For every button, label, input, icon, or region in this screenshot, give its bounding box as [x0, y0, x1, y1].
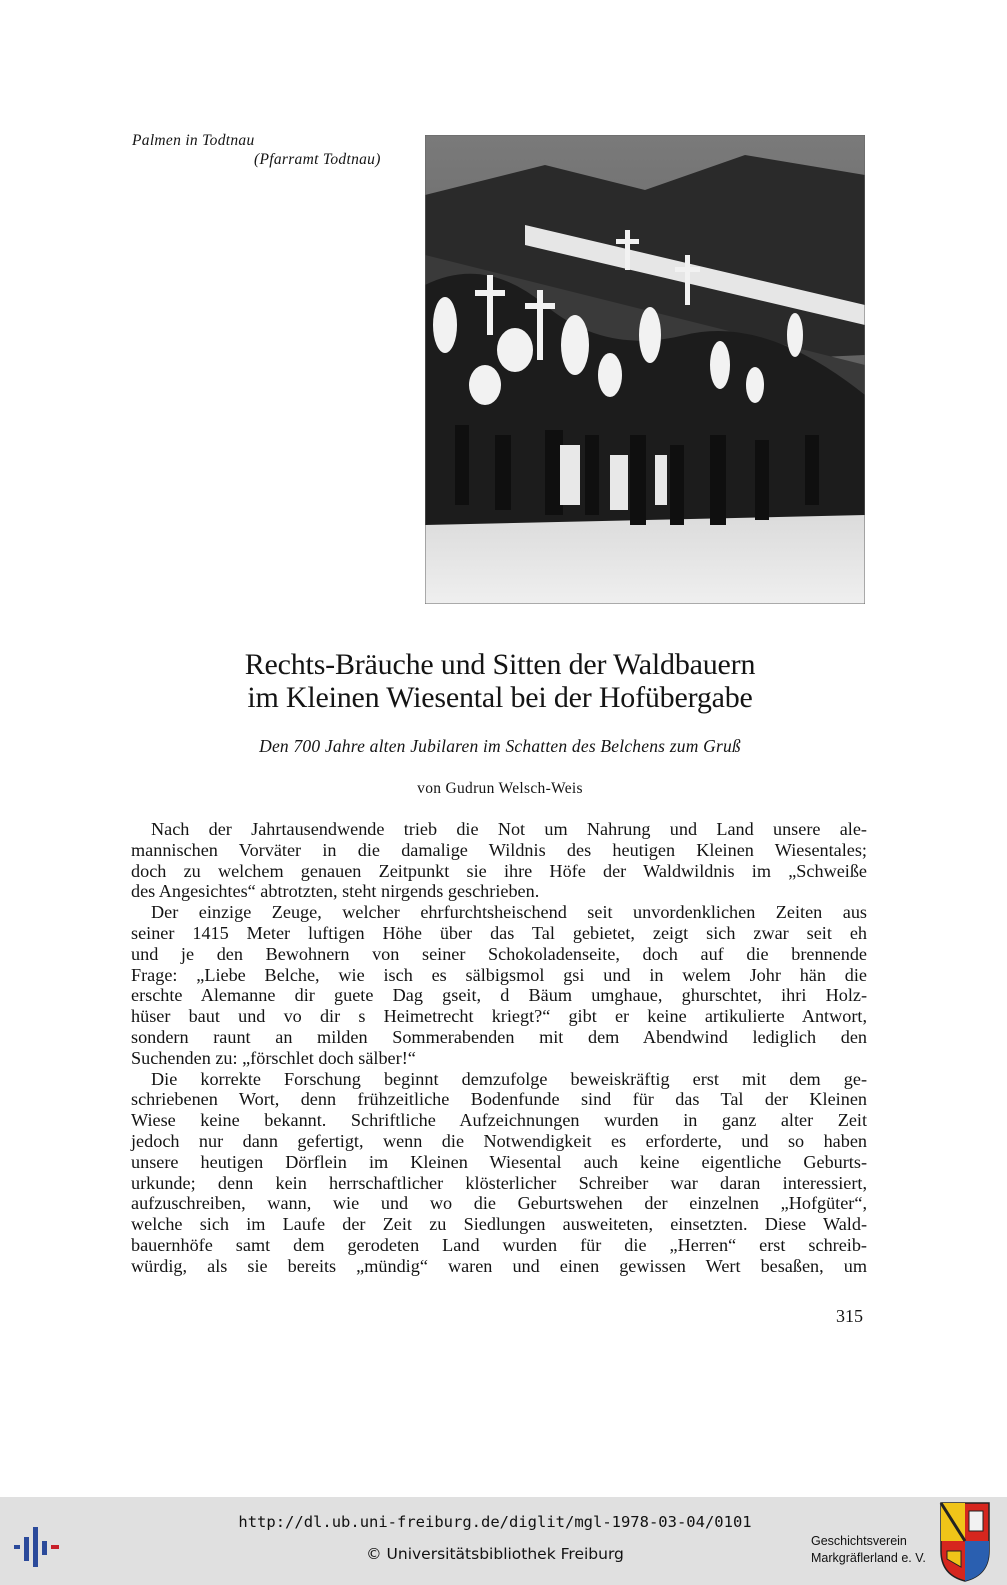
body-line: urkunde; denn kein herrschaftlicher klösterlicher Schreiber war daran interessiert, — [131, 1172, 867, 1193]
body-line: unsere heutigen Dörflein im Kleinen Wiesental auch keine eigentliche Geburts- — [131, 1151, 867, 1172]
ub-freiburg-logo-icon[interactable] — [12, 1527, 62, 1567]
title-line-1: Rechts-Bräuche und Sitten der Waldbauern — [244, 648, 756, 681]
title-line-2: im Kleinen Wiesental bei der Hofübergabe — [247, 681, 753, 714]
body-line: doch zu welchem genauen Zeitpunkt sie ihre Höfe der Waldwildnis im „Schweiße — [131, 860, 867, 881]
body-line: seiner 1415 Meter luftigen Höhe über das Tal gebietet, zeigt sich zwar seit eh — [131, 922, 867, 943]
publisher-name — [811, 1533, 926, 1567]
photo-caption — [132, 131, 381, 169]
body-line: und je den Bewohnern von seiner Schokoladenseite, doch auf die brennende — [131, 943, 867, 964]
body-line: schriebenen Wort, denn frühzeitliche Bodenfunde sind für das Tal der Kleinen — [131, 1089, 867, 1110]
article-author: von Gudrun Welsch-Weis — [417, 780, 583, 797]
body-line: hüser baut und vo dir s Heimetrecht kriegt?“ gibt er keine artikulierte Antwort, — [131, 1006, 867, 1027]
article-title — [120, 648, 880, 714]
body-line: jedoch nur dann gefertigt, wenn die Notwendigkeit es erforderte, und so haben — [131, 1130, 867, 1151]
caption-line-1: Palmen in Todtnau — [132, 132, 255, 149]
body-line: Wiese keine bekannt. Schriftliche Aufzeichnungen wurden in ganz alter Zeit — [131, 1110, 867, 1131]
body-line: aufzuschreiben, wann, wie und wo die Geburtswehen der einzelnen „Hofgüter“, — [131, 1193, 867, 1214]
copyright-notice: © Universitätsbibliothek Freiburg — [366, 1545, 624, 1563]
body-line: des Angesichtes“ abtrotzten, steht nirgends geschrieben. — [131, 881, 540, 902]
article-subtitle: Den 700 Jahre alten Jubilaren im Schatten des Belchens zum Gruß — [259, 736, 741, 756]
page-number: 315 — [836, 1306, 863, 1326]
footer-bar — [0, 1497, 1007, 1585]
body-line: erschte Alemanne dir guete Dag gseit, d Bäum umghaue, ghurschtet, ihri Holz- — [131, 985, 867, 1006]
permalink-url[interactable]: http://dl.ub.uni-freiburg.de/diglit/mgl-1978-03-04/0101 — [238, 1513, 752, 1531]
body-line: mannischen Vorväter in die damalige Wildnis des heutigen Kleinen Wiesentales; — [131, 839, 867, 860]
body-line: Suchenden zu: „förschlet doch sälber!“ — [131, 1047, 416, 1068]
body-line: Frage: „Liebe Belche, wie isch es sälbigsmol gsi und in welem Johr hän die — [131, 964, 867, 985]
body-line: Nach der Jahrtausendwende trieb die Not um Nahrung und Land unsere ale- — [151, 819, 867, 839]
body-line: bauernhöfe samt dem gerodeten Land wurden für die „Herren“ erst schreib- — [131, 1234, 867, 1255]
body-line: Die korrekte Forschung beginnt demzufolge beweiskräftig erst mit dem ge- — [151, 1068, 867, 1089]
coat-of-arms-icon — [939, 1501, 991, 1583]
body-line: welche sich im Laufe der Zeit zu Siedlungen ausweiteten, einsetzten. Diese Wald- — [131, 1214, 867, 1235]
caption-line-2: (Pfarramt Todtnau) — [254, 151, 381, 168]
body-line: würdig, als sie bereits „mündig“ waren und einen gewissen Wert besaßen, um — [131, 1255, 867, 1276]
publisher-line-1: Geschichtsverein — [811, 1534, 907, 1548]
body-line: Der einzige Zeuge, welcher ehrfurchtsheischend seit unvordenklichen Zeiten aus — [151, 902, 867, 923]
publisher-line-2: Markgräflerland e. V. — [811, 1551, 926, 1565]
body-line: sondern raunt an milden Sommerabenden mit dem Abendwind lediglich den — [131, 1026, 867, 1047]
article-body — [131, 819, 867, 1277]
palm-procession-photo — [425, 135, 865, 604]
